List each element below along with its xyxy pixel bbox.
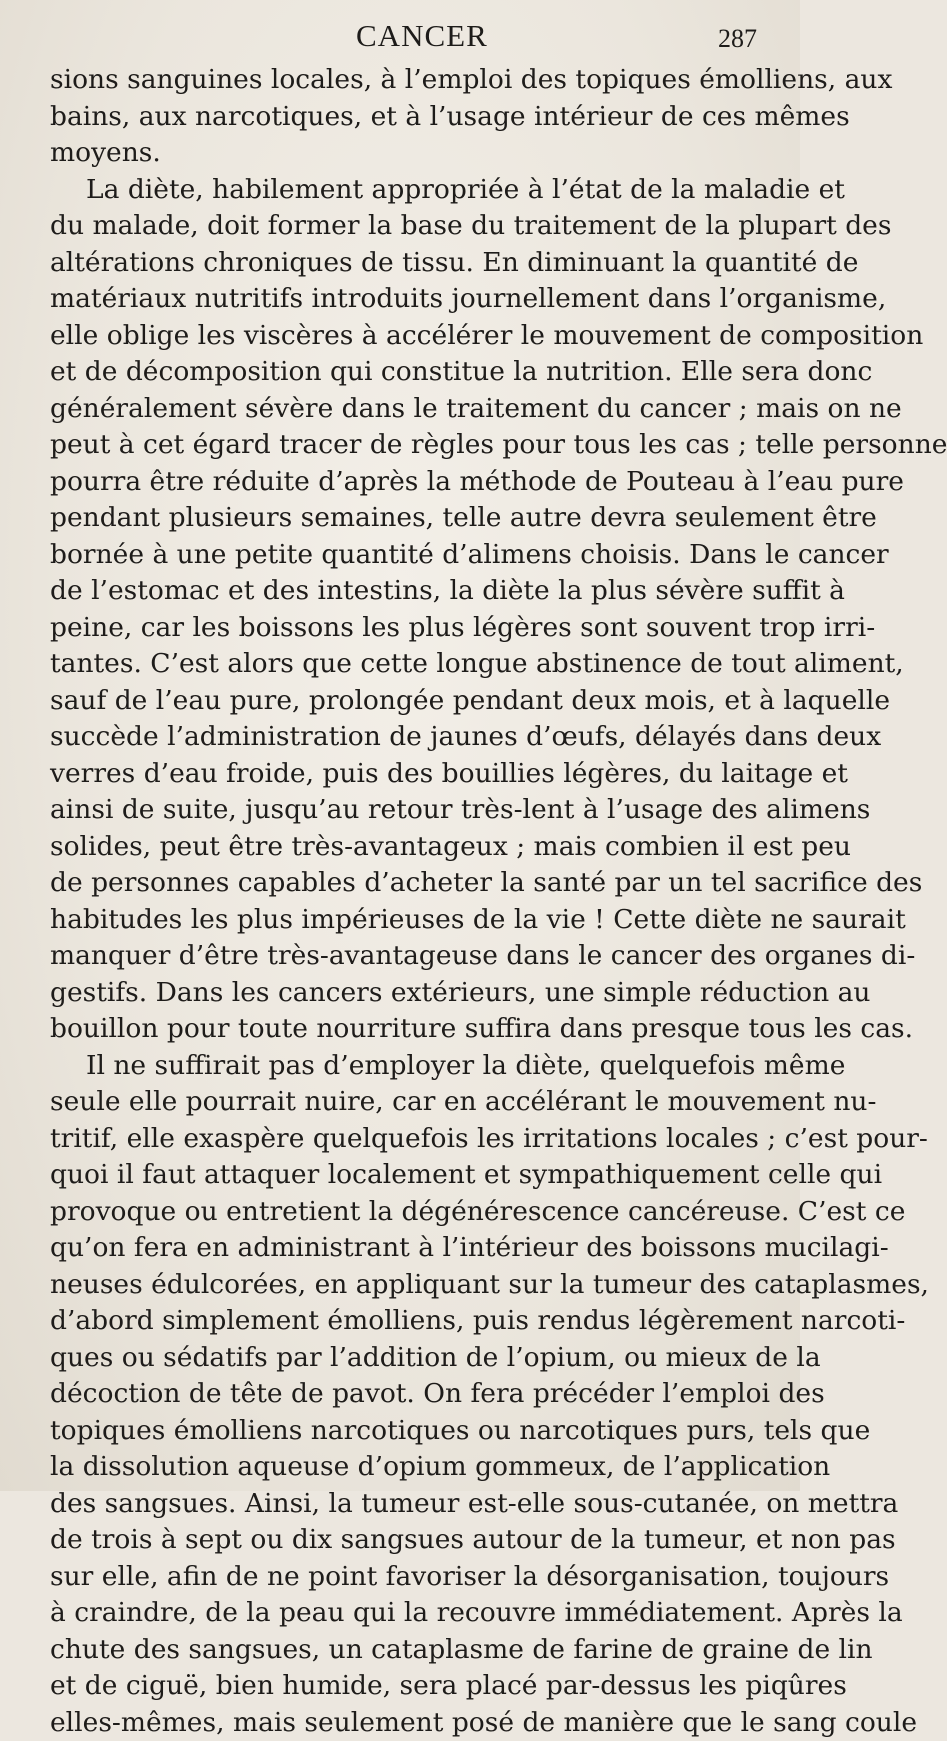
text-line: gestifs. Dans les cancers extérieurs, une simple réduction au — [50, 975, 766, 1012]
text-line: du malade, doit former la base du traitement de la plupart des — [50, 208, 766, 245]
text-line: provoque ou entretient la dégénérescence cancéreuse. C’est ce — [50, 1194, 766, 1231]
text-line: tritif, elle exaspère quelquefois les irritations locales ; c’est pour- — [50, 1121, 766, 1158]
text-line: d’abord simplement émolliens, puis rendus légèrement narcoti- — [50, 1303, 766, 1340]
text-line: peine, car les boissons les plus légères sont souvent trop irri- — [50, 610, 766, 647]
page-number: 287 — [718, 24, 757, 54]
text-line: de personnes capables d’acheter la santé par un tel sacrifice des — [50, 865, 766, 902]
text-line: ainsi de suite, jusqu’au retour très-lent à l’usage des alimens — [50, 792, 766, 829]
text-line: généralement sévère dans le traitement du cancer ; mais on ne — [50, 391, 766, 428]
text-line: Il ne suffirait pas d’employer la diète, quelquefois même — [50, 1048, 766, 1085]
page-header — [0, 18, 800, 58]
text-line: pendant plusieurs semaines, telle autre devra seulement être — [50, 500, 766, 537]
text-line: quoi il faut attaquer localement et sympathiquement celle qui — [50, 1157, 766, 1194]
text-line: peut à cet égard tracer de règles pour tous les cas ; telle personne — [50, 427, 766, 464]
text-line: des sangsues. Ainsi, la tumeur est-elle sous-cutanée, on mettra — [50, 1486, 766, 1523]
text-line: habitudes les plus impérieuses de la vie ! Cette diète ne saurait — [50, 902, 766, 939]
text-line: seule elle pourrait nuire, car en accélérant le mouvement nu- — [50, 1084, 766, 1121]
text-line: moyens. — [50, 135, 766, 172]
text-line: chute des sangsues, un cataplasme de farine de graine de lin — [50, 1632, 766, 1669]
text-line: de trois à sept ou dix sangsues autour de la tumeur, et non pas — [50, 1522, 766, 1559]
text-line: La diète, habilement appropriée à l’état de la maladie et — [50, 172, 766, 209]
text-line: verres d’eau froide, puis des bouillies légères, du laitage et — [50, 756, 766, 793]
text-line: bains, aux narcotiques, et à l’usage intérieur de ces mêmes — [50, 99, 766, 136]
text-line: altérations chroniques de tissu. En diminuant la quantité de — [50, 245, 766, 282]
text-line: tantes. C’est alors que cette longue abstinence de tout aliment, — [50, 646, 766, 683]
text-line: qu’on fera en administrant à l’intérieur des boissons mucilagi- — [50, 1230, 766, 1267]
text-line: de l’estomac et des intestins, la diète la plus sévère suffit à — [50, 573, 766, 610]
text-line: pourra être réduite d’après la méthode de Pouteau à l’eau pure — [50, 464, 766, 501]
text-line: et de décomposition qui constitue la nutrition. Elle sera donc — [50, 354, 766, 391]
text-line: décoction de tête de pavot. On fera précéder l’emploi des — [50, 1376, 766, 1413]
text-line: elles-mêmes, mais seulement posé de manière que le sang coule — [50, 1705, 766, 1741]
text-line: elle oblige les viscères à accélérer le mouvement de composition — [50, 318, 766, 355]
text-line: ques ou sédatifs par l’addition de l’opium, ou mieux de la — [50, 1340, 766, 1377]
text-line: sauf de l’eau pure, prolongée pendant deux mois, et à laquelle — [50, 683, 766, 720]
text-line: manquer d’être très-avantageuse dans le cancer des organes di- — [50, 938, 766, 975]
text-line: solides, peut être très-avantageux ; mais combien il est peu — [50, 829, 766, 866]
text-line: bornée à une petite quantité d’alimens choisis. Dans le cancer — [50, 537, 766, 574]
text-line: sur elle, afin de ne point favoriser la désorganisation, toujours — [50, 1559, 766, 1596]
text-line: la dissolution aqueuse d’opium gommeux, de l’application — [50, 1449, 766, 1486]
text-line: succède l’administration de jaunes d’œufs, délayés dans deux — [50, 719, 766, 756]
text-line: neuses édulcorées, en appliquant sur la tumeur des cataplasmes, — [50, 1267, 766, 1304]
text-line: bouillon pour toute nourriture suffira dans presque tous les cas. — [50, 1011, 766, 1048]
text-line: matériaux nutritifs introduits journellement dans l’organisme, — [50, 281, 766, 318]
text-line: à craindre, de la peau qui la recouvre immédiatement. Après la — [50, 1595, 766, 1632]
text-line: et de ciguë, bien humide, sera placé par-dessus les piqûres — [50, 1668, 766, 1705]
text-line: sions sanguines locales, à l’emploi des topiques émolliens, aux — [50, 62, 766, 99]
body-text — [50, 62, 766, 1741]
running-title: CANCER — [356, 18, 488, 54]
text-line: topiques émolliens narcotiques ou narcotiques purs, tels que — [50, 1413, 766, 1450]
